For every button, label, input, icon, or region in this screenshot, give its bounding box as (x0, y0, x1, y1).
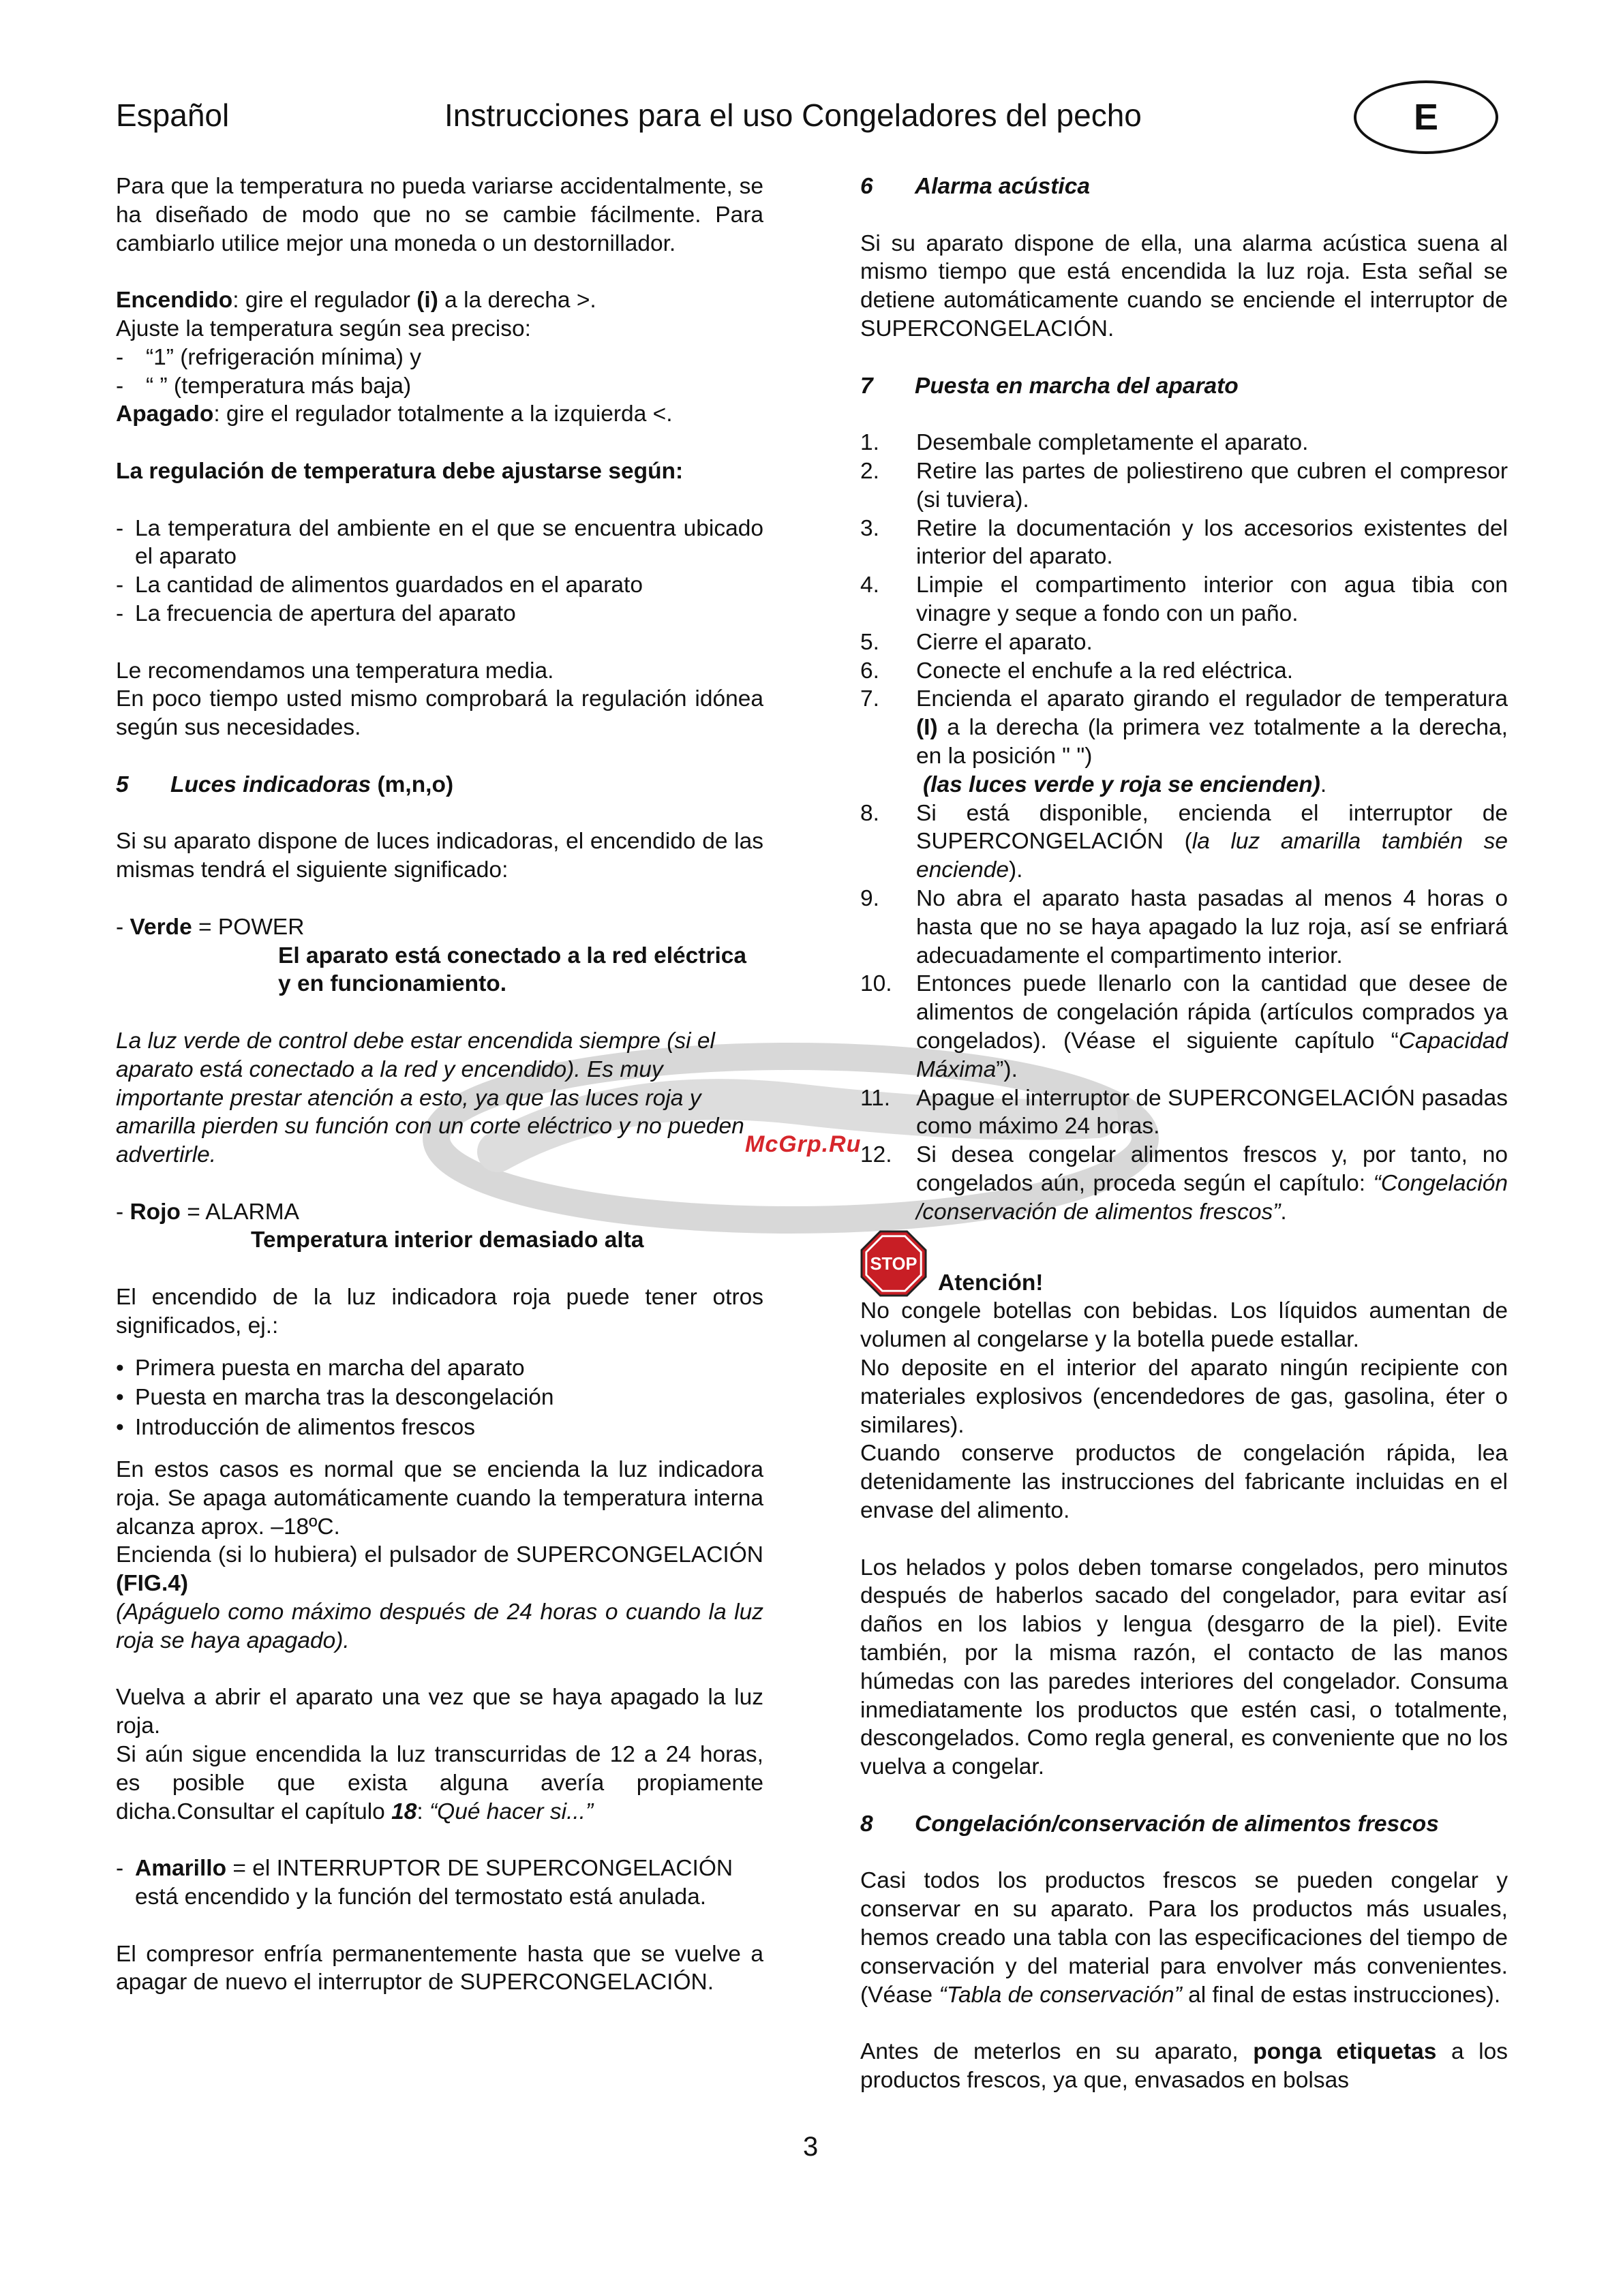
icecream-paragraph: Los helados y polos deben tomarse congelados, pero minutos después de haberlos sacado del congelador, para evitar así daños en los labios y lengua (desgarro de la piel). Evite también, por la misma razón, el contacto de las manos húmedas con las paredes interiores del congelador. Consuma inmediatamente los productos que estén casi, o totalmente, descongelados. Como regla general, es conveniente que no los vuelva a congelar. (860, 1555, 1508, 1780)
setting-option: - “ ” (temperatura más baja) (116, 373, 412, 399)
setup-step: 6. Conecte el enchufe a la red eléctrica. (860, 658, 1294, 684)
adjust-line: Ajuste la temperatura según sea preciso: (116, 316, 531, 341)
still-on-paragraph: Si aún sigue encendida la luz transcurridas de 12 a 24 horas, es posible que exista alguna avería propiamente dicha.Consultar el capítulo 18: “Qué hacer si...” (116, 1742, 763, 1824)
setup-step: 8. Si está disponible, encienda el interruptor de SUPERCONGELACIÓN (la luz amarilla también se enciende). (860, 800, 1508, 883)
setup-step: 7. Encienda el aparato girando el regulador de temperatura (I) a la derecha (la primera vez totalmente a la derecha, en la posición " ") (las luces verde y roja se encienden). (860, 686, 1508, 797)
superfreeze-note: (Apáguelo como máximo después de 24 horas o cuando la luz roja se haya apagado). (116, 1599, 763, 1653)
stop-sign-text: STOP (870, 1255, 917, 1274)
warning-instructions: Cuando conserve productos de congelación rápida, lea detenidamente las instrucciones del fabricante incluidas en el envase del alimento. (860, 1441, 1508, 1524)
stop-sign-icon (860, 1230, 927, 1297)
compressor-paragraph: El compresor enfría permanentemente hasta que se vuelve a apagar de nuevo el interruptor de SUPERCONGELACIÓN. (116, 1941, 763, 1995)
setting-option: - “1” (refrigeración mínima) y (116, 344, 421, 370)
yellow-light-item: - Amarillo = el INTERRUPTOR DE SUPERCONGELACIÓN está encendido y la función del termostato está anulada. (116, 1856, 733, 1910)
reopen-paragraph: Vuelva a abrir el aparato una vez que se haya apagado la luz roja. (116, 1685, 763, 1739)
section-8-heading: 8 Congelación/conservación de alimentos frescos (860, 1811, 1439, 1837)
section-7-heading: 7 Puesta en marcha del aparato (860, 373, 1239, 399)
section-5-intro: Si su aparato dispone de luces indicadoras, el encendido de las mismas tendrá el siguiente significado: (116, 829, 763, 883)
right-column (860, 172, 1508, 2095)
recommend-line: Le recomendamos una temperatura media. (116, 658, 554, 684)
section-5-heading: 5 Luces indicadoras (m,n,o) (116, 771, 454, 797)
factor-item: - La temperatura del ambiente en el que se encuentra ubicado el aparato (116, 515, 763, 570)
red-light-other: El encendido de la luz indicadora roja puede tener otros significados, ej.: (116, 1285, 763, 1338)
green-light-note: La luz verde de control debe estar encendida siempre (si el aparato está conectado a la red y encendido). Es muy importante prestar atención a esto, ya que las luces roja y amarilla pierden su función con un corte eléctrico y no pueden advertirle. (116, 1028, 744, 1168)
attention-row (860, 1226, 1508, 1297)
page-number: 3 (803, 2132, 819, 2162)
bullet-item: • Primera puesta en marcha del aparato (116, 1355, 525, 1381)
warning-explosives: No deposite en el interior del aparato ningún recipiente con materiales explosivos (encendedores de gas, gasolina, éter o similares). (860, 1356, 1508, 1438)
red-light-line: - Rojo = ALARMA (116, 1199, 299, 1225)
setup-step: 11. Apague el interruptor de SUPERCONGELACIÓN pasadas como máximo 24 horas. (860, 1085, 1508, 1139)
setup-step: 1. Desembale completamente el aparato. (860, 430, 1309, 456)
section-6-text: Si su aparato dispone de ella, una alarma acústica suena al mismo tiempo que está encendida la luz roja. Esta señal se detiene automáticamente cuando se enciende el interruptor de SUPERCONGELACIÓN. (860, 230, 1508, 341)
intro-paragraph: Para que la temperatura no pueda variarse accidentalmente, se ha diseñado de modo que no se cambie fácilmente. Para cambiarlo utilice mejor una moneda o un destornillador. (116, 174, 763, 256)
language-badge (1354, 80, 1498, 154)
setup-step: 2. Retire las partes de poliestireno que cubren el compresor (si tuviera). (860, 458, 1508, 512)
watermark-text: McGrp.Ru (745, 1131, 862, 1157)
header-title: Instrucciones para el uso Congeladores del pecho (444, 97, 1142, 133)
setup-step: 5. Cierre el aparato. (860, 629, 1093, 655)
factor-item: - La cantidad de alimentos guardados en el aparato (116, 572, 643, 598)
setup-step: 10. Entonces puede llenarlo con la cantidad que desee de alimentos de congelación rápida (artículos comprados ya congelados). (Véase el siguiente capítulo “Capacidad Máxima”). (860, 971, 1508, 1082)
header-language: Español (116, 97, 230, 133)
section-6-heading: 6 Alarma acústica (860, 174, 1090, 199)
attention-label: Atención! (938, 1270, 1044, 1296)
regulation-heading: La regulación de temperatura debe ajustarse según: (116, 458, 684, 484)
power-off-line: Apagado: gire el regulador totalmente a la izquierda <. (116, 401, 673, 427)
setup-step: 12. Si desea congelar alimentos frescos y, por tanto, no congelados aún, proceda según el capítulo: “Congelación /conservación de alimentos frescos”. (860, 1142, 1508, 1225)
superfreeze-press: Encienda (si lo hubiera) el pulsador de SUPERCONGELACIÓN (FIG.4) (116, 1542, 763, 1597)
green-light-description: El aparato está conectado a la red eléctrica y en funcionamiento. (278, 943, 747, 997)
left-column (116, 172, 763, 1997)
label-paragraph: Antes de meterlos en su aparato, ponga etiquetas a los productos frescos, ya que, envasados en bolsas (860, 2039, 1508, 2093)
bullet-item: • Introducción de alimentos frescos (116, 1415, 476, 1441)
warning-bottles: No congele botellas con bebidas. Los líquidos aumentan de volumen al congelarse y la botella puede estallar. (860, 1298, 1508, 1353)
setup-step: 9. No abra el aparato hasta pasadas al menos 4 horas o hasta que no se haya apagado la luz roja, así se enfriará adecuadamente el compartimento interior. (860, 885, 1508, 968)
recommend-paragraph: En poco tiempo usted mismo comprobará la regulación idónea según sus necesidades. (116, 686, 763, 741)
bullet-item: • Puesta en marcha tras la descongelación (116, 1385, 554, 1411)
factor-item: - La frecuencia de apertura del aparato (116, 600, 516, 626)
section-8-text: Casi todos los productos frescos se pueden congelar y conservar en su aparato. Para los productos más usuales, hemos creado una tabla con las especificaciones del tiempo de conservación y del material para envolver más convenientes. (Véase “Tabla de conservación” al final de estas instrucciones). (860, 1868, 1508, 2008)
setup-step: 3. Retire la documentación y los accesorios existentes del interior del aparato. (860, 515, 1508, 570)
green-light-line: - Verde = POWER (116, 914, 305, 940)
power-on-line: Encendido: gire el regulador (i) a la derecha >. (116, 288, 596, 313)
red-light-description: Temperatura interior demasiado alta (251, 1227, 644, 1253)
language-badge-letter: E (1413, 97, 1439, 138)
setup-step: 4. Limpie el compartimento interior con agua tibia con vinagre y seque a fondo con un paño. (860, 572, 1508, 626)
red-light-normal: En estos casos es normal que se encienda la luz indicadora roja. Se apaga automáticamente cuando la temperatura interna alcanza aprox. –18ºC. (116, 1457, 763, 1540)
